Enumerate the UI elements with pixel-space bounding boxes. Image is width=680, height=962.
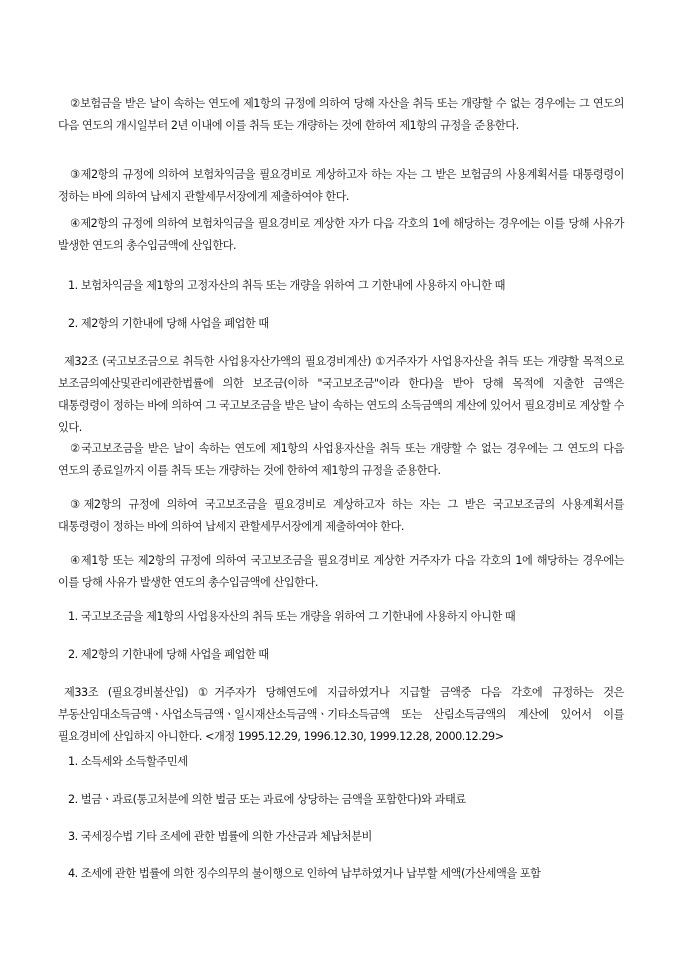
list-item-art33-2: 2. 벌금ㆍ과료(통고처분에 의한 벌금 또는 과료에 상당하는 금액을 포함한다)와 과태료 <box>68 793 466 806</box>
paragraph-art32-3: ③제2항의 규정에 의하여 국고보조금을 필요경비로 계상하고자 하는 자는 그 받은 국고보조금의 사용계획서를 대통령령이 정하는 바에 의하여 납세지 관할세무서장에게 제출하여야 한다. <box>58 498 624 533</box>
list-item-art31-4-1: 1. 보험차익금을 제1항의 고정자산의 취득 또는 개량을 위하여 그 기한내에 사용하지 아니한 때 <box>68 279 505 292</box>
list-item-art33-1: 1. 소득세와 소득할주민세 <box>68 755 188 768</box>
list-item-art32-4-1: 1. 국고보조금을 제1항의 사업용자산의 취득 또는 개량을 위하여 그 기한내에 사용하지 아니한 때 <box>68 610 516 623</box>
article-32-paragraph-1: 제32조 (국고보조금으로 취득한 사업용자산가액의 필요경비계산) ①거주자가 사업용자산을 취득 또는 개량할 목적으로 보조금의예산및관리에관한법률에 의한 보조금(이하 "국고보조금"이라 한다)을 받아 당해 목적에 지출한 금액은 대통령령이 정하는 바에 의하여 그 국고보조금을 받은 날이 속하는 연도의 소득금액의 계산에 있어서 필요경비로 계상할 수 있다. <box>58 355 624 434</box>
paragraph-art32-4: ④제1항 또는 제2항의 규정에 의하여 국고보조금을 필요경비로 계상한 거주자가 다음 각호의 1에 해당하는 경우에는 이를 당해 사유가 발생한 연도의 총수입금액에 산입한다. <box>58 554 624 589</box>
list-item-art31-4-2: 2. 제2항의 기한내에 당해 사업을 폐업한 때 <box>68 317 269 330</box>
article-33-paragraph-1: 제33조 (필요경비불산입) ①거주자가 당해연도에 지급하였거나 지급할 금액중 다음 각호에 규정하는 것은 부동산임대소득금액ㆍ사업소득금액ㆍ일시재산소득금액ㆍ기타소득금액 또는 산림소득금액의 계산에 있어서 이를 필요경비에 산입하지 아니한다. <개정 1995.12.29, 1996.12.30, 1999.12.28, 2000.12.29> <box>58 686 624 743</box>
list-item-art32-4-2: 2. 제2항의 기한내에 당해 사업을 폐업한 때 <box>68 648 269 661</box>
paragraph-art31-4: ④제2항의 규정에 의하여 보험차익금을 필요경비로 계상한 자가 다음 각호의 1에 해당하는 경우에는 이를 당해 사유가 발생한 연도의 총수입금액에 산입한다. <box>58 217 624 252</box>
paragraph-art31-2: ②보험금을 받은 날이 속하는 연도에 제1항의 규정에 의하여 당해 자산을 취득 또는 개량할 수 없는 경우에는 그 연도의 다음 연도의 개시일부터 2년 이내에 이를 취득 또는 개량하는 것에 한하여 제1항의 규정을 준용한다. <box>58 97 624 132</box>
list-item-art33-3: 3. 국세징수법 기타 조세에 관한 법률에 의한 가산금과 체납처분비 <box>68 830 372 843</box>
paragraph-art31-3: ③제2항의 규정에 의하여 보험차익금을 필요경비로 계상하고자 하는 자는 그 받은 보험금의 사용계획서를 대통령령이 정하는 바에 의하여 납세지 관할세무서장에게 제출하여야 한다. <box>58 168 624 203</box>
paragraph-art32-2: ②국고보조금을 받은 날이 속하는 연도에 제1항의 사업용자산을 취득 또는 개량할 수 없는 경우에는 그 연도의 다음 연도의 종료일까지 이를 취득 또는 개량하는 것에 한하여 제1항의 규정을 준용한다. <box>58 442 624 477</box>
list-item-art33-4: 4. 조세에 관한 법률에 의한 징수의무의 불이행으로 인하여 납부하였거나 납부할 세액(가산세액을 포함 <box>68 867 541 880</box>
